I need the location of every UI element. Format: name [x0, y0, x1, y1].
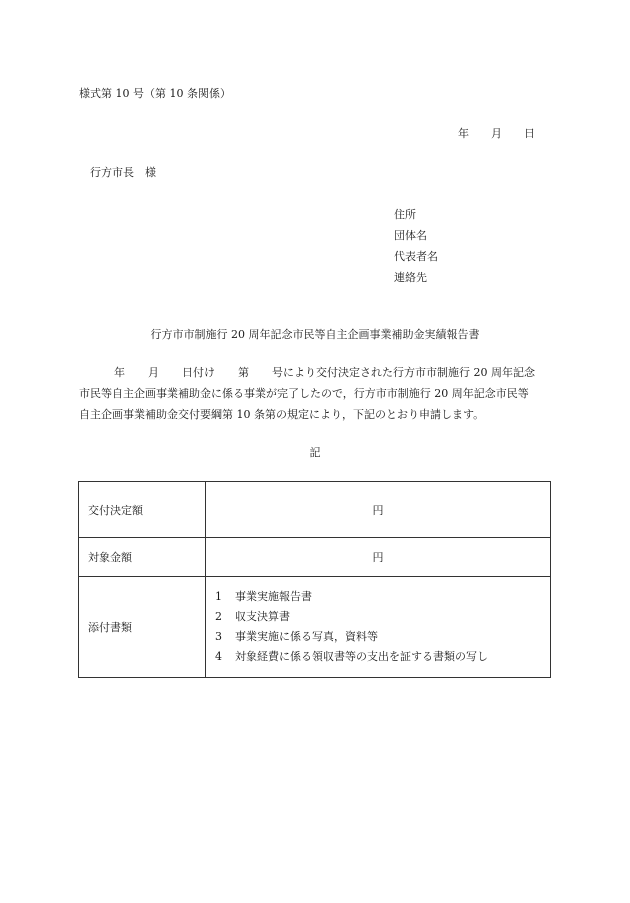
- attachments-list: [206, 587, 550, 667]
- date-day-label: 日: [524, 127, 535, 140]
- details-table: [78, 481, 551, 678]
- body-line-1: [79, 362, 535, 383]
- form-number: 様式第 10 号（第 10 条関係）: [79, 87, 231, 100]
- date-line: [458, 125, 535, 141]
- grant-decision-amount-label: 交付決定額: [79, 482, 206, 538]
- addressee: 行方市長 様: [90, 166, 156, 179]
- yen-unit: 円: [372, 503, 384, 517]
- table-row: [79, 538, 551, 577]
- table-row: [79, 577, 551, 678]
- ki-heading: 記: [309, 446, 321, 459]
- list-item: 1 事業実施報告書: [215, 590, 312, 603]
- body-day-attached: 日付け: [182, 366, 215, 379]
- body-year: 年: [114, 366, 125, 379]
- body-text: [79, 362, 535, 425]
- yen-unit: 円: [372, 551, 384, 564]
- attachments-label: 添付書類: [79, 577, 206, 678]
- target-amount-label: 対象金額: [79, 538, 206, 577]
- applicant-contact-label: 連絡先: [394, 271, 427, 284]
- applicant-organization-label: 団体名: [394, 229, 427, 242]
- body-month: 月: [148, 366, 159, 379]
- applicant-address-label: 住所: [394, 208, 416, 221]
- list-item: 2 収支決算書: [215, 610, 290, 623]
- body-line-1-rest: 号により交付決定された行方市市制施行 20 周年記念: [272, 366, 535, 379]
- date-year-label: 年: [458, 127, 469, 140]
- applicant-representative-label: 代表者名: [394, 250, 438, 263]
- document-title: 行方市市制施行 20 周年記念市民等自主企画事業補助金実績報告書: [150, 328, 480, 341]
- body-number-prefix: 第: [238, 366, 249, 379]
- table-row: [79, 482, 551, 538]
- body-line-3: 自主企画事業補助金交付要綱第 10 条第の規定により，下記のとおり申請します。: [79, 408, 485, 421]
- target-amount-value: [206, 538, 551, 577]
- applicant-block: [394, 204, 438, 288]
- body-line-2: 市民等自主企画事業補助金に係る事業が完了したので，行方市市制施行 20 周年記念市民等: [79, 387, 529, 400]
- list-item: 3 事業実施に係る写真，資料等: [215, 630, 378, 643]
- grant-decision-amount-value: [206, 482, 551, 538]
- date-month-label: 月: [491, 127, 502, 140]
- list-item: 4 対象経費に係る領収書等の支出を証する書類の写し: [215, 650, 488, 663]
- attachments-cell: [206, 577, 551, 678]
